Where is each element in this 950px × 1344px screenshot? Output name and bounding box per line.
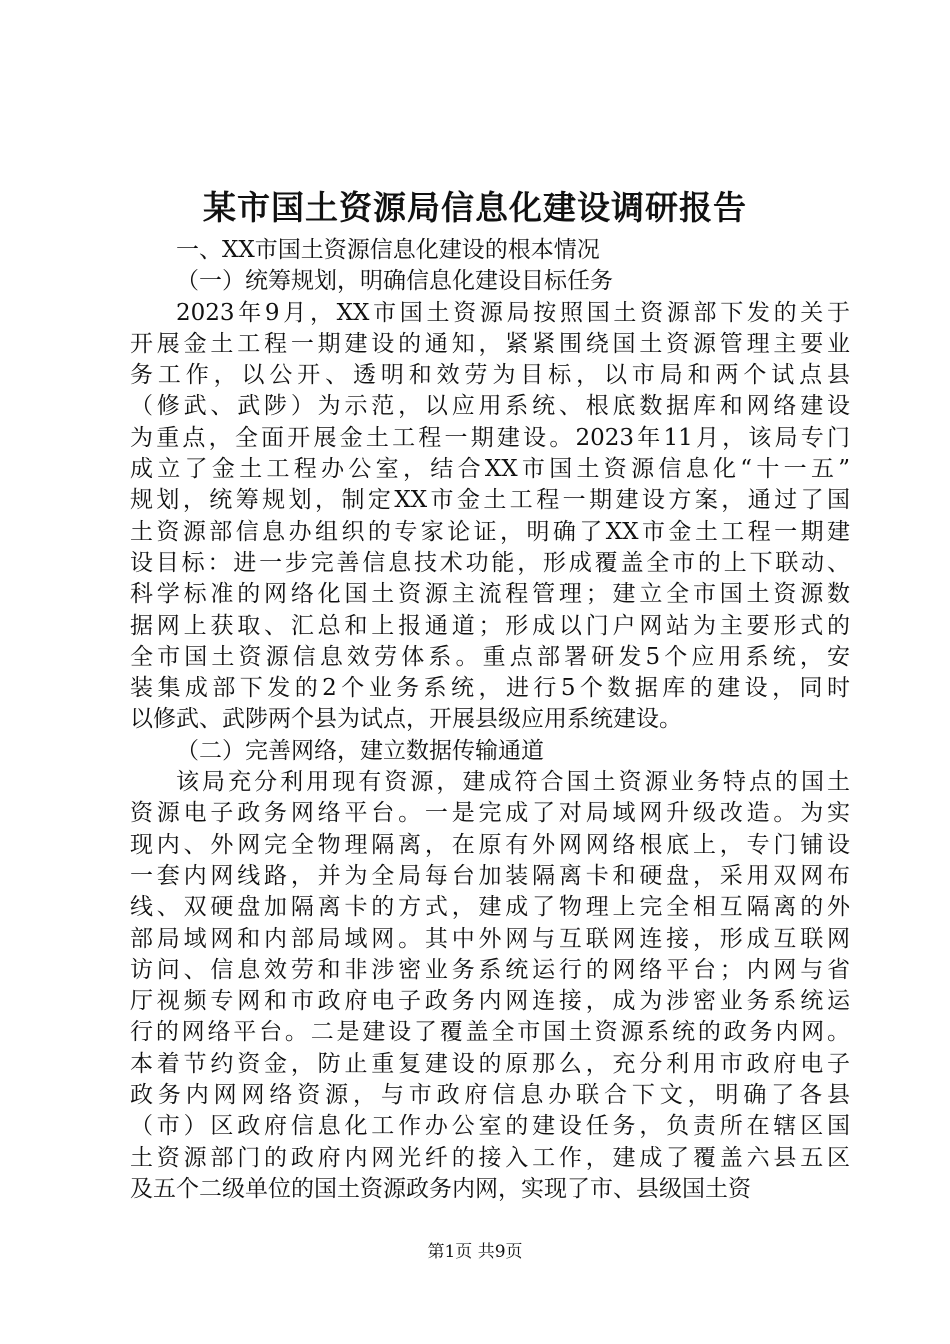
document-title: 某市国土资源局信息化建设调研报告 bbox=[203, 188, 747, 227]
paragraph-line: 设目标：进一步完善信息技术功能，形成覆盖全市的上下联动、 bbox=[130, 549, 850, 576]
paragraph-line: （二）完善网络，建立数据传输通道 bbox=[176, 737, 544, 764]
paragraph-line: 规划，统筹规划，制定XX市金土工程一期建设方案，通过了国 bbox=[130, 487, 850, 514]
paragraph-line: 该局充分利用现有资源，建成符合国土资源业务特点的国土 bbox=[176, 769, 850, 796]
paragraph-line: 线、双硬盘加隔离卡的方式，建成了物理上完全相互隔离的外 bbox=[130, 894, 850, 921]
paragraph-line: 现内、外网完全物理隔离，在原有外网网络根底上，专门铺设 bbox=[130, 831, 850, 858]
paragraph-line: 一套内网线路，并为全局每台加装隔离卡和硬盘，采用双网布 bbox=[130, 862, 850, 889]
paragraph-line: 土资源部门的政府内网光纤的接入工作，建成了覆盖六县五区 bbox=[130, 1144, 850, 1171]
paragraph-line: 据网上获取、汇总和上报通道；形成以门户网站为主要形式的 bbox=[130, 612, 850, 639]
paragraph-line: 访问、信息效劳和非涉密业务系统运行的网络平台；内网与省 bbox=[130, 956, 850, 983]
paragraph-line: （市）区政府信息化工作办公室的建设任务，负责所在辖区国 bbox=[130, 1113, 850, 1140]
paragraph-line: 装集成部下发的2个业务系统，进行5个数据库的建设，同时 bbox=[130, 675, 850, 702]
paragraph-line: 政务内网网络资源，与市政府信息办联合下文，明确了各县 bbox=[130, 1082, 850, 1109]
paragraph-line: 本着节约资金，防止重复建设的原那么，充分利用市政府电子 bbox=[130, 1050, 850, 1077]
paragraph-line: 及五个二级单位的国土资源政务内网，实现了市、县级国土资 bbox=[130, 1175, 751, 1202]
paragraph-line: 科学标准的网络化国土资源主流程管理；建立全市国土资源数 bbox=[130, 581, 850, 608]
paragraph-line: 一、XX市国土资源信息化建设的根本情况 bbox=[176, 237, 600, 263]
paragraph-line: 以修武、武陟两个县为试点，开展县级应用系统建设。 bbox=[130, 706, 682, 733]
paragraph-line: 2023年9月，XX市国土资源局按照国土资源部下发的关于 bbox=[176, 299, 850, 326]
paragraph-line: 成立了金土工程办公室，结合XX市国土资源信息化“十一五” bbox=[130, 456, 850, 483]
paragraph-line: 资源电子政务网络平台。一是完成了对局域网升级改造。为实 bbox=[130, 800, 850, 827]
paragraph-line: 务工作，以公开、透明和效劳为目标，以市局和两个试点县 bbox=[130, 362, 850, 389]
paragraph-line: （修武、武陟）为示范，以应用系统、根底数据库和网络建设 bbox=[130, 393, 850, 420]
paragraph-line: 为重点，全面开展金土工程一期建设。2023年11月，该局专门 bbox=[130, 424, 850, 451]
paragraph-line: 部局域网和内部局域网。其中外网与互联网连接，形成互联网 bbox=[130, 925, 850, 952]
paragraph-line: 开展金土工程一期建设的通知，紧紧围绕国土资源管理主要业 bbox=[130, 330, 850, 357]
paragraph-line: 厅视频专网和市政府电子政务内网连接，成为涉密业务系统运 bbox=[130, 988, 850, 1015]
document-body bbox=[130, 235, 850, 1205]
paragraph-line: 全市国土资源信息效劳体系。重点部署研发5个应用系统，安 bbox=[130, 643, 850, 670]
page-footer: 第1页 共9页 bbox=[427, 1242, 523, 1262]
paragraph-line: 土资源部信息办组织的专家论证，明确了XX市金土工程一期建 bbox=[130, 518, 850, 545]
paragraph-line: （一）统筹规划，明确信息化建设目标任务 bbox=[176, 268, 613, 295]
paragraph-line: 行的网络平台。二是建设了覆盖全市国土资源系统的政务内网。 bbox=[130, 1019, 850, 1046]
